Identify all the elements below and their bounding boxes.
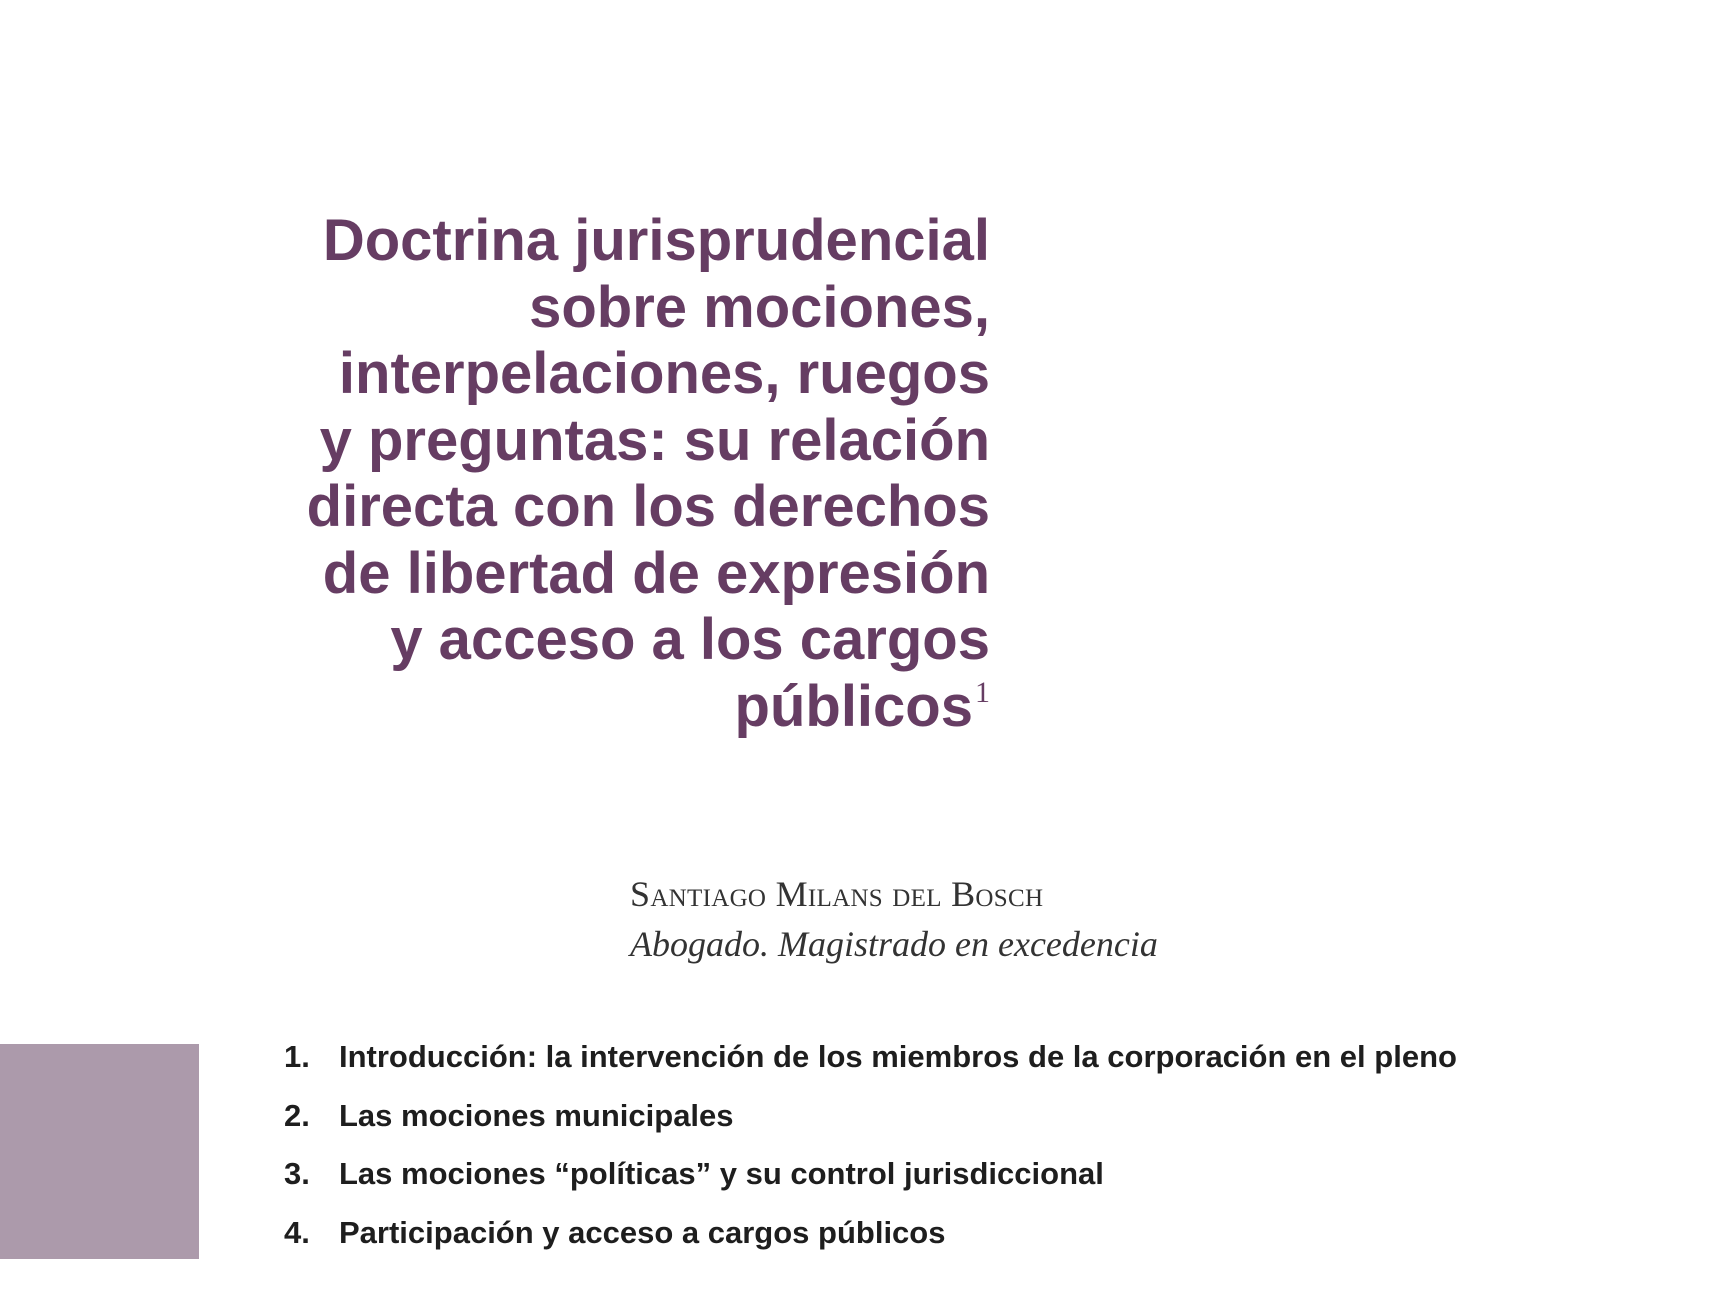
title-line: de libertad de expresión	[322, 540, 990, 606]
toc-item-text: Las mociones “políticas” y su control jurisdiccional	[339, 1156, 1104, 1191]
toc-item	[284, 1215, 1704, 1274]
toc-item-text: Participación y acceso a cargos públicos	[339, 1214, 946, 1250]
title-line: interpelaciones, ruegos	[338, 341, 990, 406]
table-of-contents	[284, 1039, 1704, 1273]
toc-item-number: 4.	[284, 1214, 310, 1250]
toc-item-text: Introducción: la intervención de los miembros de la corporación en el pleno	[339, 1039, 1457, 1074]
title-line: directa con los derechos	[306, 474, 990, 539]
title-line: sobre mociones,	[529, 274, 990, 340]
title-line: y preguntas: su relación	[319, 407, 990, 473]
title-line-last	[200, 674, 990, 741]
toc-item	[284, 1039, 1704, 1098]
chapter-title	[200, 208, 990, 740]
title-line-text: públicos	[734, 673, 973, 739]
toc-item-text: Las mociones municipales	[339, 1097, 734, 1133]
toc-item	[284, 1156, 1704, 1215]
toc-item-number: 1.	[284, 1039, 310, 1074]
decorative-color-block	[0, 1044, 199, 1259]
footnote-reference[interactable]: 1	[975, 675, 990, 709]
toc-item-number: 3.	[284, 1156, 310, 1191]
author-name: Santiago Milans del Bosch	[630, 874, 1044, 914]
author-block	[630, 870, 1530, 970]
author-role: Abogado. Magistrado en excedencia	[630, 924, 1158, 964]
toc-item	[284, 1098, 1704, 1157]
toc-item-number: 2.	[284, 1097, 310, 1133]
title-line: Doctrina jurisprudencial	[322, 208, 990, 273]
title-line: y acceso a los cargos	[390, 607, 990, 672]
